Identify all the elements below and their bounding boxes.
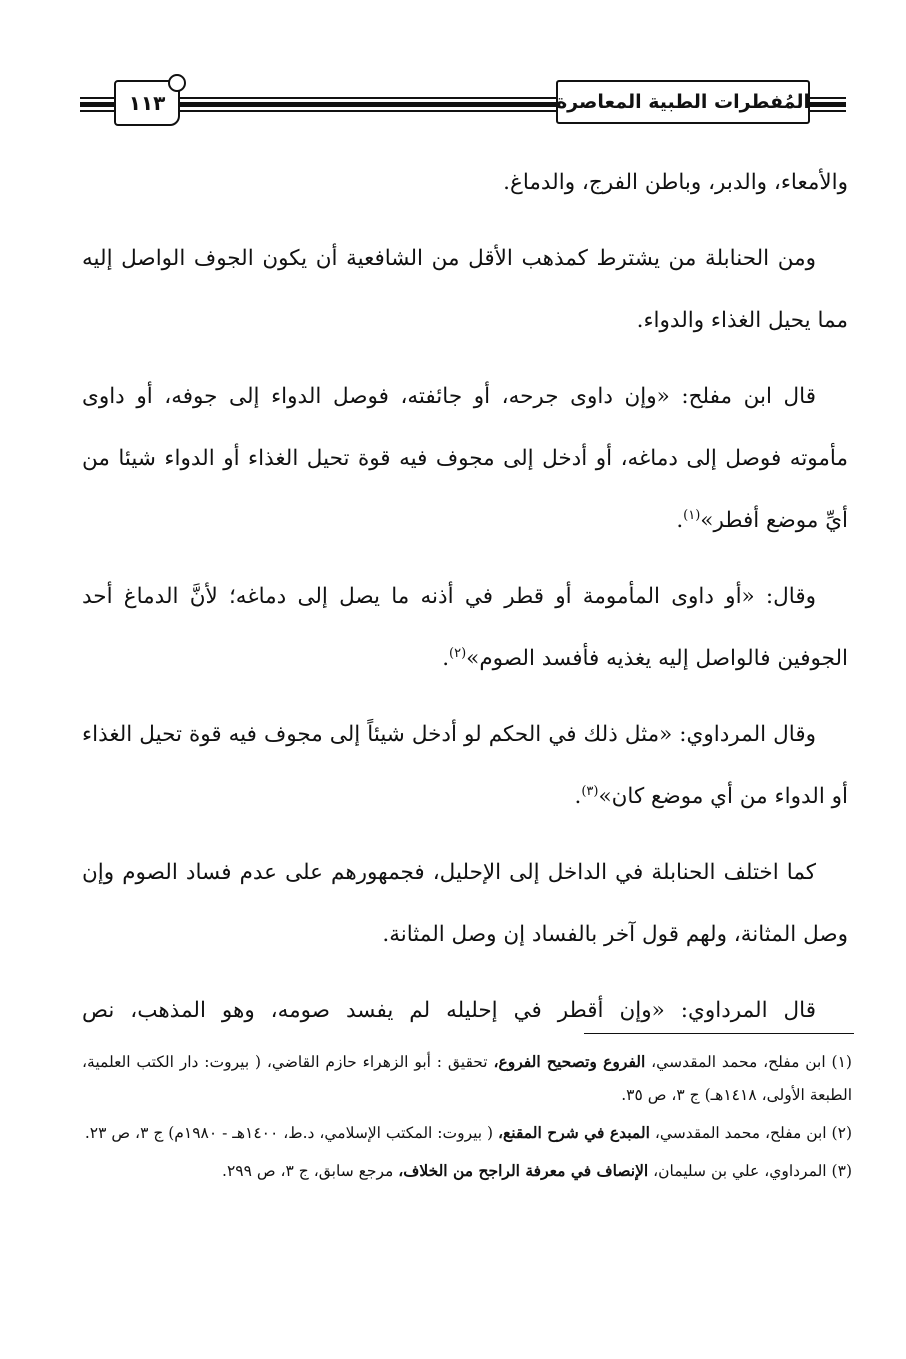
footnote-citation: مرجع سابق، ج ٣، ص ٢٩٩. <box>222 1162 394 1180</box>
book-title-box <box>556 80 810 124</box>
header-rule <box>178 102 556 107</box>
paragraph-text: وقال المرداوي: «مثل ذلك في الحكم لو أدخل شيئاً إلى مجوف فيه قوة تحيل الغذاء أو الدواء من أي موضع كان» <box>82 722 848 809</box>
paragraph <box>82 842 848 966</box>
footnote-citation: تحقيق : أبو الزهراء حازم القاضي، ( بيروت: دار الكتب العلمية، الطبعة الأولى، ١٤١٨هـ) ج ٣، ص ٣٥. <box>82 1053 852 1104</box>
footnote-number: (٢) <box>831 1124 852 1142</box>
footnote-1 <box>82 1045 852 1112</box>
header-rule <box>810 102 846 107</box>
footnote-ref[interactable]: (٢) <box>449 645 467 661</box>
footnote-ref[interactable]: (١) <box>683 507 701 523</box>
paragraph-text: وقال: «أو داوى المأمومة أو قطر في أذنه ما يصل إلى دماغه؛ لأنَّ الدماغ أحد الجوفين فالواصل إليه يغذيه فأفسد الصوم» <box>82 584 848 671</box>
page-number: ١١٣ <box>128 91 166 115</box>
footnote-work-title: المبدع في شرح المقنع، <box>498 1123 650 1142</box>
footnote-author: المرداوي، علي بن سليمان، <box>653 1162 827 1180</box>
footnote-work-title: الفروع وتصحيح الفروع، <box>493 1052 646 1071</box>
paragraph-text: ومن الحنابلة من يشترط كمذهب الأقل من الشافعية أن يكون الجوف الواصل إليه مما يحيل الغذاء والدواء. <box>82 246 848 333</box>
footnote-3 <box>82 1154 852 1188</box>
footnote-ref[interactable]: (٣) <box>581 783 599 799</box>
footnote-citation: ( بيروت: المكتب الإسلامي، د.ط، ١٤٠٠هـ - ١٩٨٠م) ج ٣، ص ٢٣. <box>84 1124 494 1142</box>
paragraph-text: كما اختلف الحنابلة في الداخل إلى الإحليل، فجمهورهم على عدم فساد الصوم وإن وصل المثانة، ولهم قول آخر بالفساد إن وصل المثانة. <box>82 860 848 947</box>
footnote-number: (٣) <box>831 1162 852 1180</box>
header-rule <box>810 97 846 99</box>
footnote-author: ابن مفلح، محمد المقدسي، <box>654 1124 827 1142</box>
main-text <box>82 152 848 1056</box>
paragraph-text: والأمعاء، والدبر، وباطن الفرج، والدماغ. <box>503 170 848 195</box>
footnotes <box>82 1045 852 1192</box>
book-title: المُفطرات الطبية المعاصرة <box>555 91 811 113</box>
footnote-number: (١) <box>831 1053 852 1071</box>
footnote-separator <box>584 1033 854 1034</box>
page-number-scroll <box>114 80 180 126</box>
paragraph <box>82 152 848 214</box>
running-header <box>0 0 906 140</box>
paragraph: وقال المرداوي: «مثل ذلك في الحكم لو أدخل شيئاً إلى مجوف فيه قوة تحيل الغذاء أو الدواء من أي موضع كان»$^{(٣)}$. <box>82 722 848 809</box>
paragraph-text: قال المرداوي: «وإن أقطر في إحليله لم يفسد صومه، وهو المذهب، نص <box>82 998 816 1023</box>
paragraph: قال ابن مفلح: «وإن داوى جرحه، أو جائفته، فوصل الدواء إلى جوفه، أو داوى مأموته فوصل إلى دماغه، أو أدخل إلى مجوف فيه قوة تحيل الغذاء أو الدواء شيئا من أيِّ موضع أفطر»$^{(١)}$. <box>82 384 848 533</box>
paragraph-text: قال ابن مفلح: «وإن داوى جرحه، أو جائفته، فوصل الدواء إلى جوفه، أو داوى مأموته فوصل إلى دماغه، أو أدخل إلى مجوف فيه قوة تحيل الغذاء أو الدواء شيئا من أيِّ موضع أفطر» <box>82 384 848 533</box>
header-rule <box>178 110 556 112</box>
paragraph: وقال: «أو داوى المأمومة أو قطر في أذنه ما يصل إلى دماغه؛ لأنَّ الدماغ أحد الجوفين فالواصل إليه يغذيه فأفسد الصوم»$^{(٢)}$. <box>82 584 848 671</box>
footnote-2 <box>82 1116 852 1150</box>
footnote-work-title: الإنصاف في معرفة الراجح من الخلاف، <box>398 1161 649 1180</box>
header-rule <box>810 110 846 112</box>
footnote-author: ابن مفلح، محمد المقدسي، <box>651 1053 826 1071</box>
paragraph <box>82 228 848 352</box>
header-rule <box>178 97 556 99</box>
